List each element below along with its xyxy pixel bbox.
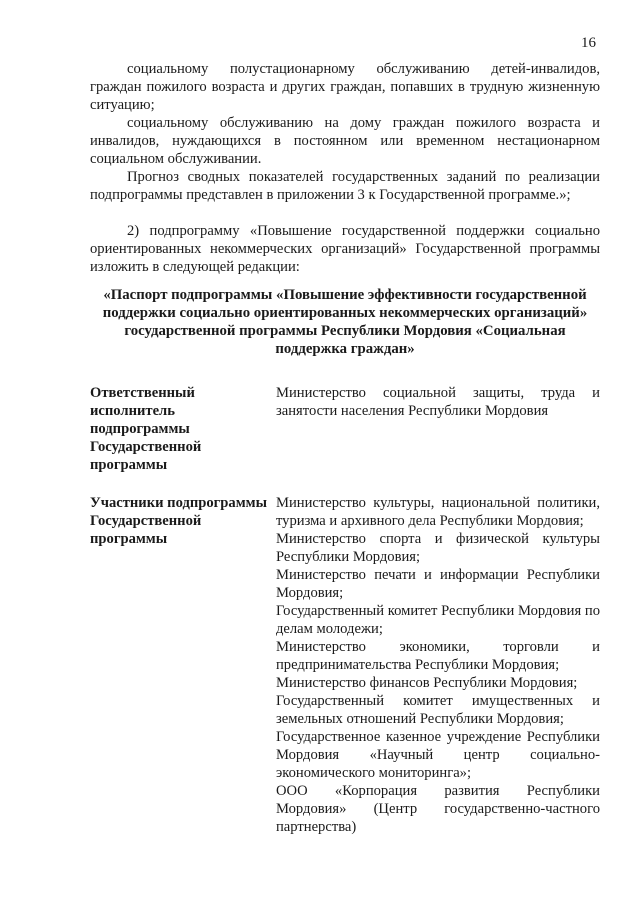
participant-item: Министерство финансов Республики Мордовия;	[276, 675, 578, 691]
paragraph-subprogram-change: 2) подпрограмму «Повышение государственной поддержки социально ориентированных некоммерческих организаций» Государственной программы изложить в следующей редакции:	[90, 223, 600, 275]
participant-item: ООО «Корпорация развития Республики Мордовия» (Центр государственно-частного партнерства)	[276, 783, 600, 835]
participant-item: Министерство культуры, национальной политики, туризма и архивного дела Республики Мордовия;	[276, 495, 600, 529]
passport-value-participants	[276, 494, 600, 836]
document-body	[90, 60, 600, 836]
passport-value-responsible	[276, 384, 600, 474]
paragraph-forecast: Прогноз сводных показателей государственных заданий по реализации подпрограммы представлен в приложении 3 к Государственной программе.»;	[90, 169, 600, 203]
paragraph-home-service: социальному обслуживанию на дому граждан пожилого возраста и инвалидов, нуждающихся в постоянном или временном нестационарном социальном обслуживании.	[90, 115, 600, 167]
paragraph-semi-stationary: социальному полустационарному обслуживанию детей-инвалидов, граждан пожилого возраста и других граждан, попавших в трудную жизненную ситуацию;	[90, 61, 600, 113]
passport-label-responsible: Ответственный исполнитель подпрограммы Государственной программы	[90, 385, 202, 473]
passport-row-responsible	[90, 384, 600, 474]
participant-item: Государственный комитет Республики Мордовия по делам молодежи;	[276, 603, 600, 637]
responsible-item: Министерство социальной защиты, труда и занятости населения Республики Мордовия	[276, 385, 600, 419]
passport-table	[90, 384, 600, 836]
passport-heading: «Паспорт подпрограммы «Повышение эффективности государственной поддержки социально ориентированных некоммерческих организаций» государственной программы Республики Мордовия «Социальная поддержка граждан»	[102, 287, 588, 357]
participant-item: Государственный комитет имущественных и земельных отношений Республики Мордовия;	[276, 693, 600, 727]
participant-item: Министерство спорта и физической культуры Республики Мордовия;	[276, 531, 600, 565]
participant-item: Министерство печати и информации Республики Мордовия;	[276, 567, 600, 601]
passport-row-participants	[90, 494, 600, 836]
passport-label-participants: Участники подпрограммы Государственной программы	[90, 495, 267, 547]
paragraph-gap	[90, 204, 600, 222]
page-number: 16	[581, 35, 596, 51]
participant-item: Государственное казенное учреждение Республики Мордовия «Научный центр социально-экономического мониторинга»;	[276, 729, 600, 781]
participant-item: Министерство экономики, торговли и предпринимательства Республики Мордовия;	[276, 639, 600, 673]
